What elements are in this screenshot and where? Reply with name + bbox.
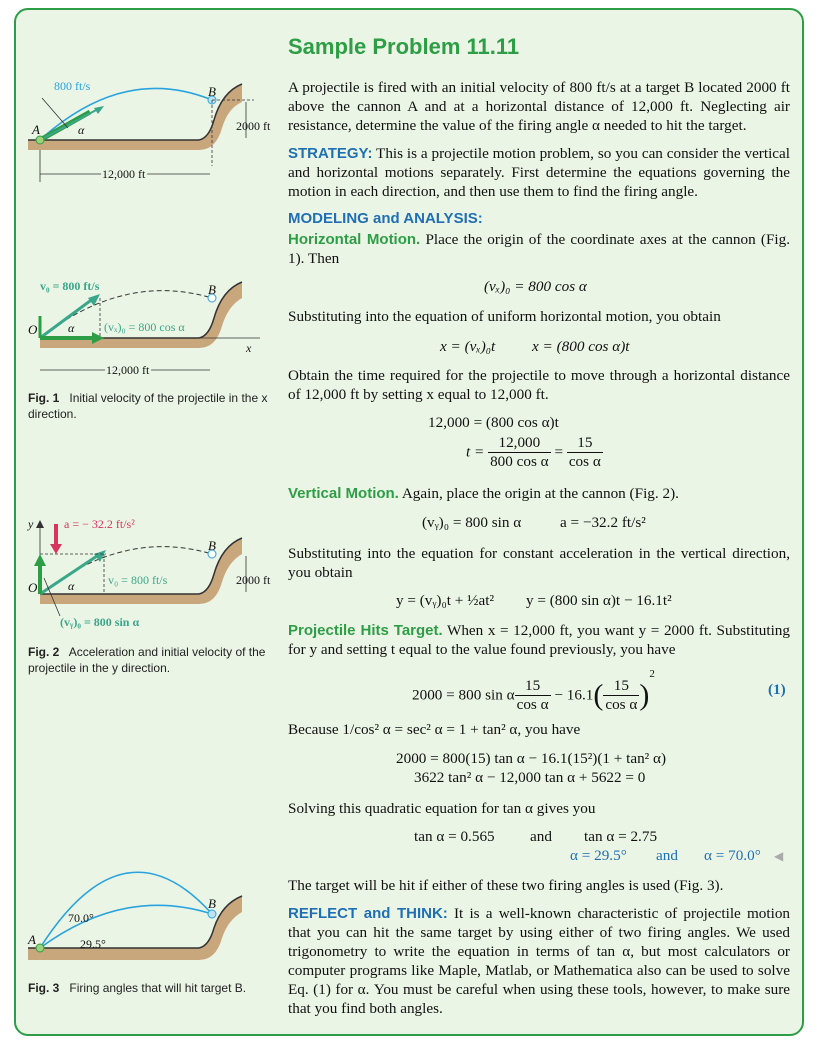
point-b-marker: [208, 910, 216, 918]
origin-label: O: [28, 580, 38, 595]
eq-vx0: (vₓ)₀ = 800 cos α: [484, 278, 587, 295]
figure-2-diagram: [24, 514, 286, 634]
fraction-numerator: 15: [515, 677, 551, 696]
fraction-numerator: 12,000: [488, 434, 551, 453]
point-b-label: B: [208, 896, 216, 911]
eq-12000: 12,000 = (800 cos α)t: [428, 414, 559, 431]
point-a-label: A: [32, 122, 40, 137]
angle-29-label: 29.5°: [80, 937, 106, 951]
angle-label: α: [68, 579, 75, 593]
solution-tan-2: tan α = 2.75: [584, 828, 658, 845]
caption-label: Fig. 1: [28, 391, 60, 405]
problem-diagram: [24, 74, 286, 194]
eq-1-fraction: [515, 677, 551, 714]
fraction-12000: [488, 434, 551, 471]
eq-y-substituted: y = (800 sin α)t − 16.1t²: [526, 592, 672, 609]
distance-label: 12,000 ft: [102, 167, 146, 181]
hits-text-2: Because 1/cos² α = sec² α = 1 + tan² α, you have: [288, 721, 581, 738]
vertical-text-2: Substituting into the equation for constant acceleration in the vertical direction, you obtain: [288, 545, 790, 581]
reflect-text: It is a well-known characteristic of projectile motion that you can hit the same target by using either of two firing angles. We used trigonometry to write the equation in terms of tan α, but most calculators or computer programs like Maple, Matlab, or Mathematica also can be used to solve Eq. (1) for α. You must be careful when using these tools, however, to make sure that you find both angles.: [288, 905, 791, 1017]
eq-1-middle: − 16.1: [554, 686, 594, 704]
velocity-arrowhead-icon: [94, 106, 104, 114]
page-title: Sample Problem 11.11: [288, 34, 520, 59]
horizontal-label: Horizontal Motion.: [288, 231, 421, 248]
height-label: 2000 ft: [236, 573, 271, 587]
point-b-label: B: [208, 538, 216, 553]
eq-time-lhs: t =: [466, 443, 485, 461]
caption-label: Fig. 2: [28, 645, 60, 659]
caption-label: Fig. 3: [28, 981, 60, 995]
v0-label: v₀ = 800 ft/s: [40, 279, 100, 293]
eq-vy0: (vᵧ)₀ = 800 sin α: [422, 514, 522, 531]
v0-label: v₀ = 800 ft/s: [108, 573, 168, 587]
fraction-denominator: cos α: [568, 453, 601, 470]
eq-y-general: y = (vᵧ)₀t + ½at²: [396, 592, 495, 609]
point-a-marker: [36, 136, 44, 144]
vy-label: (vᵧ)₀ = 800 sin α: [60, 615, 140, 629]
figure-3-diagram: [24, 868, 254, 968]
eq-1-fraction-2: [603, 677, 639, 714]
eq-1: 2000 = 800 sin α $\frac{15}{\text{cos α}}$ − 16.1( $\frac{15}{\text{cos α}}$ )$^2$: [412, 668, 655, 714]
horizontal-text-2: Substituting into the equation of uniform horizontal motion, you obtain: [288, 308, 721, 325]
caption-text: Acceleration and initial velocity of the projectile in the y direction.: [28, 645, 266, 675]
solution-tan-1: tan α = 0.565: [414, 828, 495, 845]
hits-text-4: The target will be hit if either of these two firing angles is used (Fig. 3).: [288, 877, 724, 894]
modeling-heading: MODELING and ANALYSIS:: [288, 210, 483, 227]
answer-marker-icon: ◀: [774, 849, 784, 863]
vertical-text: Again, place the origin at the cannon (Fig. 2).: [401, 485, 679, 502]
strategy-label: STRATEGY:: [288, 145, 373, 162]
hits-paragraph: [288, 621, 790, 659]
figure-3-caption: [28, 980, 248, 996]
eq-time: [466, 434, 603, 471]
horizontal-text: Place the origin of the coordinate axes at the cannon (Fig. 1). Then: [288, 231, 791, 267]
height-label: 2000 ft: [236, 119, 271, 133]
vertical-paragraph: [288, 484, 790, 503]
fraction-denominator: 800 cos α: [490, 453, 549, 470]
eq-1-lhs: 2000 = 800 sin α: [412, 686, 515, 704]
eq-accel: a = −32.2 ft/s²: [560, 514, 646, 531]
vx-label: (vₓ)₀ = 800 cos α: [104, 320, 185, 334]
figure-1-diagram: [24, 276, 286, 388]
fraction-numerator: 15: [603, 677, 639, 696]
problem-statement: A projectile is fired with an initial velocity of 800 ft/s at a target B located 2000 ft above the cannon A and at a horizontal distance of 12,000 ft. Neglecting air resistance, determine the value of the firing angle α needed to hit the target.: [288, 79, 790, 134]
horizontal-paragraph: [288, 230, 790, 268]
distance-label: 12,000 ft: [106, 363, 150, 377]
figure-1-caption: [28, 390, 273, 422]
eq-equals: =: [554, 443, 564, 461]
vy-arrowhead-icon: [34, 554, 46, 566]
eq-1-exponent: 2: [649, 668, 655, 680]
acceleration-label: a = − 32.2 ft/s²: [64, 517, 135, 531]
vertical-label: Vertical Motion.: [288, 485, 399, 502]
fraction-15: [567, 434, 603, 471]
eq-x-uniform: x = (vₓ)₀t: [440, 338, 496, 355]
angle-label: α: [78, 123, 85, 137]
point-b-label: B: [208, 84, 216, 99]
hits-text-3: Solving this quadratic equation for tan α gives you: [288, 800, 596, 817]
strategy-text: This is a projectile motion problem, so you can consider the vertical and horizontal motions separately. First determine the equations governing the motion in each direction, and then use them to find the firing angle.: [288, 145, 791, 200]
leader-line: [42, 98, 68, 128]
answer-angle-1: α = 29.5°: [570, 847, 627, 864]
trajectory-path: [40, 88, 212, 140]
fraction-denominator: cos α: [516, 696, 549, 714]
caption-text: Initial velocity of the projectile in the x direction.: [28, 391, 268, 421]
point-b-label: B: [208, 282, 216, 297]
reflect-label: REFLECT and THINK:: [288, 905, 448, 922]
hits-label: Projectile Hits Target.: [288, 622, 443, 639]
fraction-numerator: 15: [567, 434, 603, 453]
reflect-paragraph: [288, 904, 790, 1018]
v0-arrowhead-icon: [88, 294, 100, 306]
v0-vector: [40, 298, 94, 338]
angle-label: α: [68, 321, 75, 335]
strategy-paragraph: [288, 144, 790, 201]
angle-70-label: 70.0°: [68, 911, 94, 925]
horizontal-text-3: Obtain the time required for the projectile to move through a horizontal distance of 12,000 ft by setting x equal to 12,000 ft.: [288, 367, 790, 403]
velocity-label: 800 ft/s: [54, 79, 91, 93]
figure-2-caption: [28, 644, 273, 676]
high-trajectory: [40, 872, 212, 948]
answer-angle-2: α = 70.0°: [704, 847, 761, 864]
eq-2: 2000 = 800(15) tan α − 16.1(15²)(1 + tan² α): [396, 750, 667, 767]
fraction-denominator: cos α: [605, 696, 638, 714]
low-trajectory: [40, 905, 212, 948]
origin-label: O: [28, 322, 38, 337]
eq-x-substituted: x = (800 cos α)t: [532, 338, 630, 355]
solution-and: and: [530, 828, 552, 845]
y-axis-arrowhead-icon: [36, 520, 44, 528]
point-a-label: A: [28, 932, 36, 947]
point-a-marker: [36, 944, 44, 952]
caption-text: Firing angles that will hit target B.: [69, 981, 247, 995]
x-axis-label: x: [246, 341, 252, 355]
y-axis-label: y: [28, 517, 34, 531]
velocity-vector: [40, 108, 100, 140]
acceleration-arrowhead-icon: [50, 544, 62, 554]
answer-and: and: [656, 847, 678, 864]
hits-text: When x = 12,000 ft, you want y = 2000 ft. Substituting for y and setting t equal to the value found previously, you have: [288, 622, 790, 658]
equation-tag: (1): [768, 681, 786, 698]
eq-3: 3622 tan² α − 12,000 tan α + 5622 = 0: [414, 769, 646, 786]
